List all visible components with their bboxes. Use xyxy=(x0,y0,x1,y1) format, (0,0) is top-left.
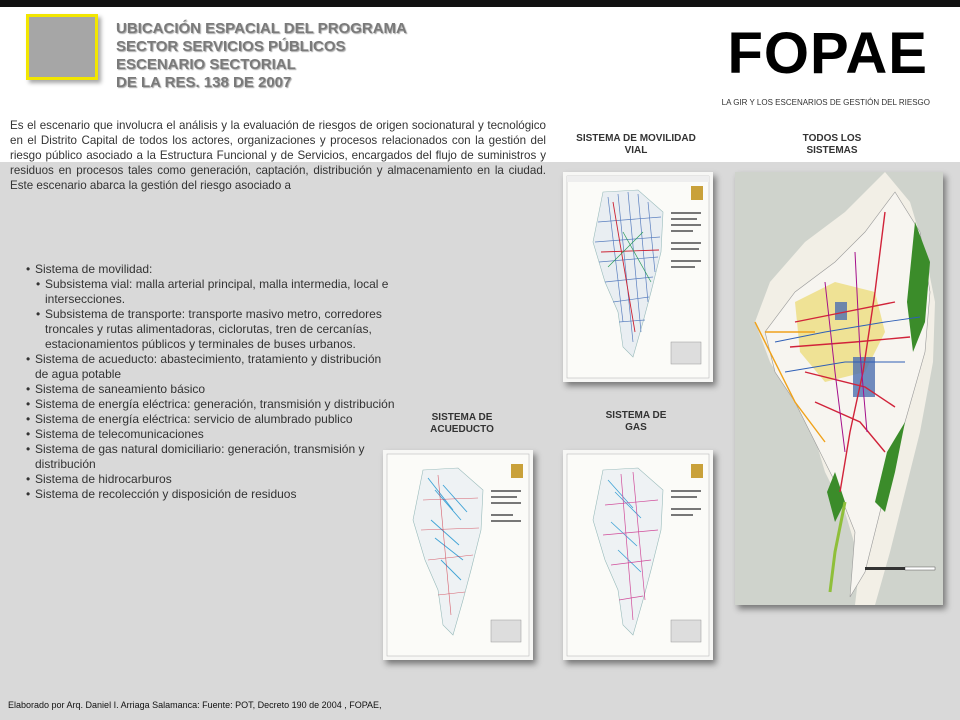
systems-list xyxy=(26,262,396,502)
title-line-2: SECTOR SERVICIOS PÚBLICOS xyxy=(116,38,346,55)
title-line-1: UBICACIÓN ESPACIAL DEL PROGRAMA xyxy=(116,20,407,37)
caption-todos: TODOS LOS SISTEMAS xyxy=(802,133,862,156)
map-gas-image xyxy=(563,450,713,660)
list-item: • Subsistema vial: malla arterial principal, malla intermedia, local e intersecciones. xyxy=(36,277,389,306)
list-item: • Sistema de energía eléctrica: servicio de alumbrado publico xyxy=(26,412,353,426)
list-item: • Subsistema de transporte: transporte masivo metro, corredores troncales y rutas alimentadoras, ciclorutas, tren de cercanías, estacionamientos públicos y terminales de buses urbanos. xyxy=(36,307,382,351)
list-item: • Sistema de recolección y disposición de residuos xyxy=(26,487,297,501)
list-item: • Sistema de acueducto: abastecimiento, tratamiento y distribución de agua potable xyxy=(26,352,382,381)
intro-paragraph: Es el escenario que involucra el análisis y la evaluación de riesgos de origen socionatural y tecnológico en el Distrito Capital de todos los actores, organizaciones y procesos relacionados con la gestión del riesgo público asociado a la Estructura Funcional y de Servicios, encargados del flujo de suministros y residuos en procesos tales como generación, captación, distribución y almacenamiento en la ciudad. Este escenario abarca la gestión del riesgo asociado a xyxy=(10,119,546,192)
list-item: • Sistema de saneamiento básico xyxy=(26,382,206,396)
top-bar xyxy=(0,0,960,7)
brand-subtitle: LA GIR Y LOS ESCENARIOS DE GESTIÓN DEL RIESGO xyxy=(721,98,930,107)
title-line-3: ESCENARIO SECTORIAL xyxy=(116,56,296,73)
map-movilidad-image xyxy=(563,172,713,382)
map-todos-sistemas-image xyxy=(735,172,943,605)
caption-gas: SISTEMA DE GAS xyxy=(605,410,667,433)
page-title xyxy=(116,20,456,92)
footer-credit: Elaborado por Arq. Daniel I. Arriaga Salamanca: Fuente: POT, Decreto 190 de 2004 , FOPAE, xyxy=(8,700,382,710)
list-item: • Sistema de movilidad: xyxy=(26,262,153,276)
list-item: • Sistema de gas natural domiciliario: generación, transmisión y distribución xyxy=(26,442,365,471)
list-item: • Sistema de telecomunicaciones xyxy=(26,427,204,441)
list-item: • Sistema de hidrocarburos xyxy=(26,472,172,486)
list-item: • Sistema de energía eléctrica: generación, transmisión y distribución xyxy=(26,397,395,411)
logo-square xyxy=(26,14,98,80)
map-acueducto-image xyxy=(383,450,533,660)
title-line-4: DE LA RES. 138 DE 2007 xyxy=(116,74,292,91)
brand-logo-text: FOPAE xyxy=(727,21,928,86)
caption-acueducto: SISTEMA DE ACUEDUCTO xyxy=(430,412,494,435)
caption-movilidad: SISTEMA DE MOVILIDAD VIAL xyxy=(576,133,696,156)
